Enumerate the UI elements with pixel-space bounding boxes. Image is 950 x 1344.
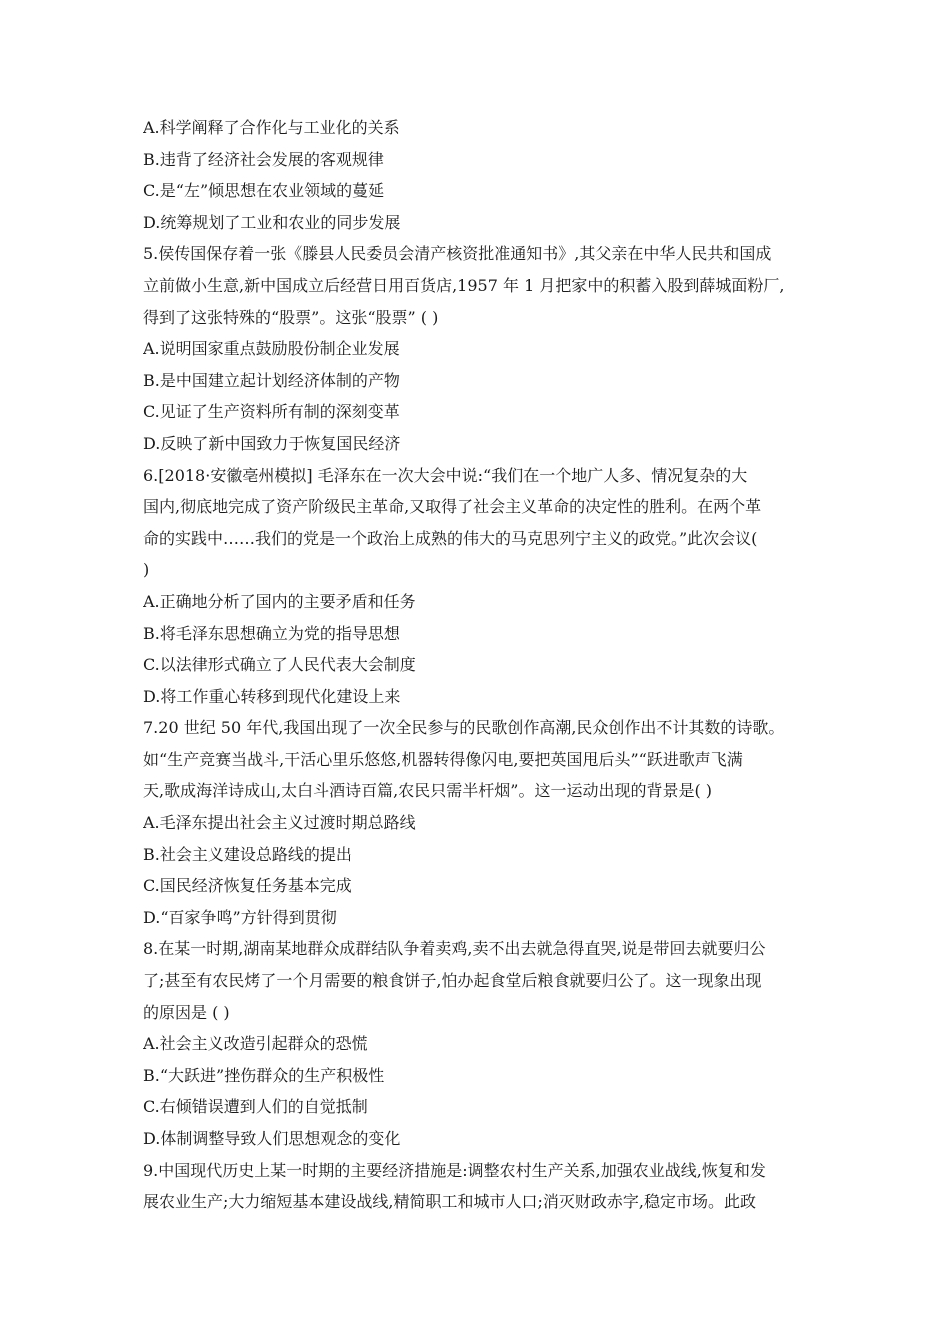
q4-option-a: A.科学阐释了合作化与工业化的关系: [143, 118, 400, 137]
q5-option-b: B.是中国建立起计划经济体制的产物: [143, 370, 400, 390]
q7-option-d: D.“百家争鸣”方针得到贯彻: [143, 907, 337, 927]
q5-option-d: D.反映了新中国致力于恢复国民经济: [143, 433, 401, 453]
q4-option-c: C.是“左”倾思想在农业领域的蔓延: [143, 181, 385, 201]
q8-stem-line: 了;甚至有农民烤了一个月需要的粮食饼子,怕办起食堂后粮食就要归公了。这一现象出现: [143, 971, 762, 991]
q6-stem-line: 6.[2018·安徽亳州模拟] 毛泽东在一次大会中说:“我们在一个地广人多、情况复杂的大: [143, 465, 748, 485]
document-body: [143, 112, 813, 1218]
q8-option-a: A.社会主义改造引起群众的恐慌: [143, 1034, 368, 1054]
q8-option-b: B.“大跃进”挫伤群众的生产积极性: [143, 1065, 385, 1085]
q5-option-c: C.见证了生产资料所有制的深刻变革: [143, 402, 400, 422]
q8-option-c: C.右倾错误遭到人们的自觉抵制: [143, 1097, 368, 1117]
q9-stem-line: 9.中国现代历史上某一时期的主要经济措施是:调整农村生产关系,加强农业战线,恢复和发: [143, 1160, 766, 1180]
q5-stem-line: 5.侯传国保存着一张《滕县人民委员会清产核资批准通知书》,其父亲在中华人民共和国成: [143, 244, 772, 264]
q7-stem-line: 如“生产竞赛当战斗,干活心里乐悠悠,机器转得像闪电,要把英国甩后头”“跃进歌声飞满: [143, 749, 743, 769]
q7-option-c: C.国民经济恢复任务基本完成: [143, 876, 352, 896]
q7-stem-line: 7.20 世纪 50 年代,我国出现了一次全民参与的民歌创作高潮,民众创作出不计其数的诗歌。: [143, 718, 785, 738]
q7-option-a: A.毛泽东提出社会主义过渡时期总路线: [143, 813, 416, 833]
q5-option-a: A.说明国家重点鼓励股份制企业发展: [143, 339, 400, 359]
q7-option-b: B.社会主义建设总路线的提出: [143, 844, 352, 864]
q7-stem-line: 天,歌成海洋诗成山,太白斗酒诗百篇,农民只需半杆烟”。这一运动出现的背景是( ): [143, 781, 713, 801]
q6-option-a: A.正确地分析了国内的主要矛盾和任务: [143, 591, 416, 611]
q5-stem-line: 得到了这张特殊的“股票”。这张“股票” ( ): [143, 307, 439, 327]
q6-option-b: B.将毛泽东思想确立为党的指导思想: [143, 623, 400, 643]
q8-stem-line: 8.在某一时期,湖南某地群众成群结队争着卖鸡,卖不出去就急得直哭,说是带回去就要归公: [143, 939, 766, 959]
q6-option-d: D.将工作重心转移到现代化建设上来: [143, 686, 401, 706]
q8-stem-line: 的原因是 ( ): [143, 1002, 230, 1022]
q5-stem-line: 立前做小生意,新中国成立后经营日用百货店,1957 年 1 月把家中的积蓄入股到薛城面粉厂,: [143, 275, 785, 295]
q4-option-b: B.违背了经济社会发展的客观规律: [143, 149, 384, 169]
q4-option-d: D.统筹规划了工业和农业的同步发展: [143, 212, 401, 232]
q6-option-c: C.以法律形式确立了人民代表大会制度: [143, 655, 416, 675]
q6-stem-line: 国内,彻底地完成了资产阶级民主革命,又取得了社会主义革命的决定性的胜利。在两个革: [143, 497, 762, 517]
q6-stem-line: 命的实践中……我们的党是一个政治上成熟的伟大的马克思列宁主义的政党。”此次会议(: [143, 528, 758, 548]
q8-option-d: D.体制调整导致人们思想观念的变化: [143, 1129, 401, 1148]
q6-stem-line: ): [143, 560, 150, 580]
q9-stem-line: 展农业生产;大力缩短基本建设战线,精简职工和城市人口;消灭财政赤字,稳定市场。此政: [143, 1192, 756, 1212]
